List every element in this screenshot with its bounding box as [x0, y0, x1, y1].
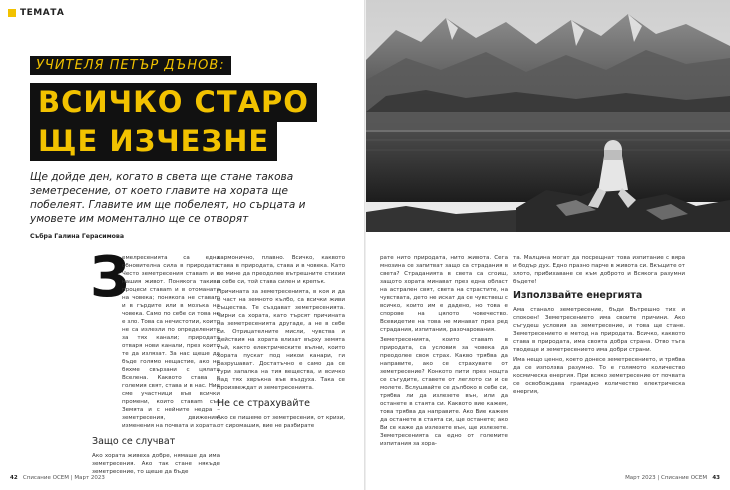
- headline-line-1: ВСИЧКО СТАРО: [30, 83, 317, 122]
- column-4-paragraph-3: Има нещо ценно, което донесе земетресението, и трябва да се използва разумно. То е голямото количество космическа енергия. При всяко земетресение от почвата се освобождава грамадно количество електрическа енергия,: [513, 357, 685, 395]
- section-label: ТЕМАТА: [20, 8, 65, 18]
- column-2-paragraph-1: хармонично, плавно. Всичко, каквото става в природата, става и в човека. Като се мине да преодолее вътрешните стихии в себе си, той става силен и крепък.: [217, 255, 345, 285]
- section-square-icon: [8, 9, 16, 17]
- subhead-use-energy: Използвайте енергията: [513, 290, 643, 301]
- column-3-paragraph-1: рате нито природата, нито живота. Сега мнозина се запитват защо са страдания в света? Страданията в света са сгоиш, защото хората минават през една област на астрален свят, света на страстите, на чувствата, дето не искат да се чувствеш с всичко, които им е дадено, но това е спорове на цялото човечество. Всевидетие на това не минават през ред страдания, изпитания, разочарования.: [380, 255, 508, 333]
- drop-cap: З: [90, 245, 130, 310]
- column-2-paragraph-2: Причината за земетресенията, в коя и да е част на земното кълбо, са всички живи същества. Те създават земетресенията. Чирни са хората, като търсят причината на земетресенията другаде, а не в себе си. Отрицателните мисли, чувства и действия на хората влизат върху земята тъй, както електрическите вълни, които хората пускат под никои канари, ги разрушават. Достатъчно е само да се тури запалка на тия вещества, и всичко над тях хвръкна във въздуха. Така се произвеждат и земетресенията.: [217, 289, 345, 391]
- page-number-right: 43: [712, 475, 720, 481]
- column-4-paragraph-1: та. Малцина могат да посрещнат това изпитание с вяра и бодър дух. Едно празно парче в живота си. Вкъщите от злото, прибихаване се към доброто и Всякога разумни бъдете!: [513, 255, 685, 285]
- magazine-name-left: Списание ОСЕМ: [22, 475, 70, 481]
- article-column-1: [92, 254, 220, 478]
- folio-left: 42 Списание ОСЕМ | Март 2023: [10, 475, 105, 481]
- column-1-after-subhead: Ако хората живеха добре, нямаше да има земетресения. Ако так стане някъде земетресение, то щеше да бъде: [92, 453, 220, 475]
- article-column-3: [380, 254, 508, 450]
- lead-paragraph: Ще дойде ден, когато в света ще стане такова земетресение, от което главите на хората ще побелеят. Главите им ще побелеят, но сърцата и умовете им моментално ще се отворят: [30, 171, 306, 225]
- column-4-paragraph-2: Ама станало земетресение, бъди Вътрешно тих и спокоен! Земетресението има своите причини. Ако съгудеш условия за земетресение, и това ще стане. Земетресението е метод на природата. Всичко, каквото става в природата, има своята добра страна. Отво тъга тводеще и земетресението има добри страни.: [513, 307, 685, 353]
- article-column-4: [513, 254, 725, 398]
- column-1-intro: емелресенията са една обновителна сила в природата. Често земетресения ставаm и в нашия живот. Понякога такива процеси ставаm и в отоманата на човека; понякога не ставаm и в гърдите или в мозъка на човека. Само по себе си това не е зло. Това са нечистотии, които не са излезли по определените за тях канали; природата отваря нови канали, през които те да излязат. За нас щеше да бъде голямо нещастие, ако не бяхме свързани с цялата Вселена. Каквото става в големия свят, става и в нас. Ние сме участници във всички промени, които ставаm със Земята и с нейните недра – земетресения, движения, изменения на почвата и хората.: [122, 255, 220, 429]
- column-2-after-subhead: Ако се пишеме от земетресения, от кризи, от сиромашия, вие не разбирате: [217, 415, 345, 429]
- issue-date-left: Март 2023: [74, 475, 105, 481]
- headline-line-2: ЩЕ ИЗЧЕЗНЕ: [30, 122, 277, 161]
- subhead-dont-fear: Не се страхувайте: [217, 398, 310, 409]
- column-3-paragraph-2: Земетресенията, които ставаm в природата, са условия за човека да преодолее своя страх. Какво трябва да направите, ако се страхувате от земетресение? Конкото пити през нощта се съгудите, ставете от леглото си и се молете. Вслушвайте се дълбоко в себе си, трябва ли да излезете вън, или да останете в стаята си. Каквото вие кажем, това трябва да направите. Ако Вие кажем да останете в стаята си, ще останете; ако Ви се каже да излезете вън, ще излезете. Земетресенията са едно от големите изпитания за хора-: [380, 337, 508, 447]
- article-column-2: [217, 254, 345, 432]
- magazine-name-right: Списание ОСЕМ: [660, 475, 708, 481]
- folio-right: Март 2023 | Списание ОСЕМ 43: [625, 475, 720, 481]
- subhead-why-it-happens: Защо се случват: [92, 436, 176, 447]
- lake-photo: [366, 0, 730, 232]
- section-tag: [8, 8, 64, 18]
- page-number-left: 42: [10, 475, 18, 481]
- headline-kicker: УЧИТЕЛЯ ПЕТЪР ДЪНОВ:: [30, 56, 231, 75]
- issue-date-right: Март 2023: [625, 475, 656, 481]
- byline: Събра Галина Герасимова: [30, 233, 125, 240]
